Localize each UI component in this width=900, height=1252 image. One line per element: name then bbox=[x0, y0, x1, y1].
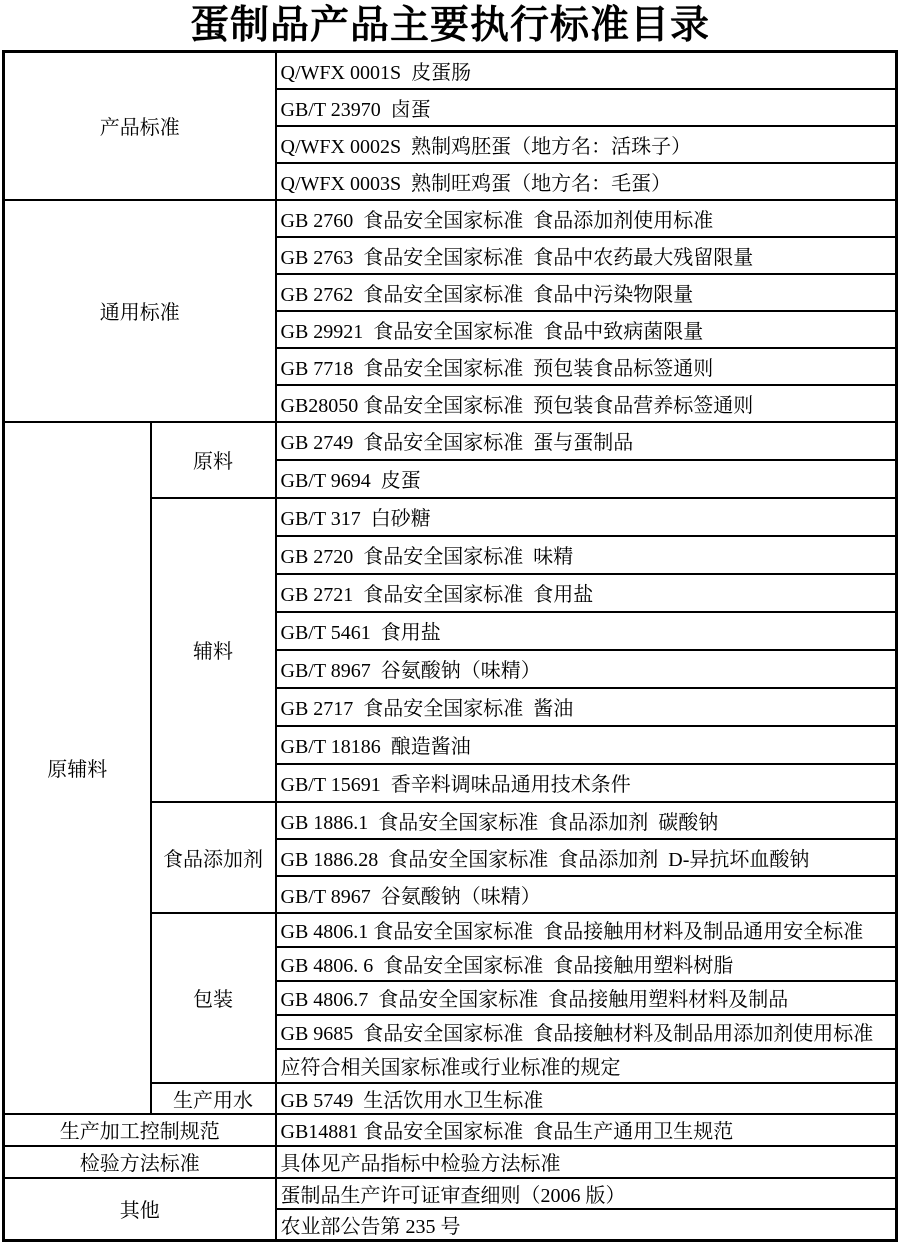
subsection-label-auxiliary-materials: 辅料 bbox=[151, 498, 276, 802]
standard-item: GB 29921 食品安全国家标准 食品中致病菌限量 bbox=[276, 311, 897, 348]
standard-item: GB/T 15691 香辛料调味品通用技术条件 bbox=[276, 764, 897, 802]
standard-item: GB 2760 食品安全国家标准 食品添加剂使用标准 bbox=[276, 200, 897, 237]
standard-item: Q/WFX 0003S 熟制旺鸡蛋（地方名：毛蛋） bbox=[276, 163, 897, 200]
standard-item: GB 2763 食品安全国家标准 食品中农药最大残留限量 bbox=[276, 237, 897, 274]
standard-item: GB/T 9694 皮蛋 bbox=[276, 460, 897, 498]
section-label-raw-and-auxiliary-materials: 原辅料 bbox=[4, 422, 151, 1114]
standard-item: GB 5749 生活饮用水卫生标准 bbox=[276, 1083, 897, 1114]
subsection-label-raw-materials: 原料 bbox=[151, 422, 276, 498]
standards-table bbox=[2, 50, 898, 1242]
standard-item: GB 2749 食品安全国家标准 蛋与蛋制品 bbox=[276, 422, 897, 460]
page-title: 蛋制品产品主要执行标准目录 bbox=[189, 4, 710, 47]
standard-item: 蛋制品生产许可证审查细则（2006 版） bbox=[276, 1178, 897, 1209]
standard-item: GB 2720 食品安全国家标准 味精 bbox=[276, 536, 897, 574]
standard-item: GB14881 食品安全国家标准 食品生产通用卫生规范 bbox=[276, 1114, 897, 1146]
standard-item: GB 4806.1 食品安全国家标准 食品接触用材料及制品通用安全标准 bbox=[276, 913, 897, 947]
standard-item: GB 9685 食品安全国家标准 食品接触材料及制品用添加剂使用标准 bbox=[276, 1015, 897, 1049]
section-label-other: 其他 bbox=[4, 1178, 276, 1241]
standard-item: GB/T 23970 卤蛋 bbox=[276, 89, 897, 126]
standard-item: GB 4806.7 食品安全国家标准 食品接触用塑料材料及制品 bbox=[276, 981, 897, 1015]
subsection-label-food-additives: 食品添加剂 bbox=[151, 802, 276, 913]
standard-item: GB 2717 食品安全国家标准 酱油 bbox=[276, 688, 897, 726]
standard-item: GB 7718 食品安全国家标准 预包装食品标签通则 bbox=[276, 348, 897, 385]
standard-item: Q/WFX 0001S 皮蛋肠 bbox=[276, 52, 897, 89]
standard-item: GB 2762 食品安全国家标准 食品中污染物限量 bbox=[276, 274, 897, 311]
standard-item: GB 4806. 6 食品安全国家标准 食品接触用塑料树脂 bbox=[276, 947, 897, 981]
section-label-general-standards: 通用标准 bbox=[4, 200, 276, 422]
subsection-label-production-water: 生产用水 bbox=[151, 1083, 276, 1114]
section-label-product-standards: 产品标准 bbox=[4, 52, 276, 200]
standard-item: GB 1886.28 食品安全国家标准 食品添加剂 D-异抗坏血酸钠 bbox=[276, 839, 897, 876]
standard-item: 农业部公告第 235 号 bbox=[276, 1209, 897, 1241]
standard-item: GB/T 18186 酿造酱油 bbox=[276, 726, 897, 764]
standard-item: GB/T 317 白砂糖 bbox=[276, 498, 897, 536]
standard-item: GB 2721 食品安全国家标准 食用盐 bbox=[276, 574, 897, 612]
section-label-production-process-control: 生产加工控制规范 bbox=[4, 1114, 276, 1146]
standard-item: GB/T 8967 谷氨酸钠（味精） bbox=[276, 650, 897, 688]
standard-item: GB28050 食品安全国家标准 预包装食品营养标签通则 bbox=[276, 385, 897, 422]
standard-item: GB/T 5461 食用盐 bbox=[276, 612, 897, 650]
standard-item: GB 1886.1 食品安全国家标准 食品添加剂 碳酸钠 bbox=[276, 802, 897, 839]
standard-item: Q/WFX 0002S 熟制鸡胚蛋（地方名：活珠子） bbox=[276, 126, 897, 163]
standard-item: GB/T 8967 谷氨酸钠（味精） bbox=[276, 876, 897, 913]
standard-item: 具体见产品指标中检验方法标准 bbox=[276, 1146, 897, 1178]
subsection-label-packaging: 包装 bbox=[151, 913, 276, 1083]
section-label-inspection-method-standards: 检验方法标准 bbox=[4, 1146, 276, 1178]
standard-item: 应符合相关国家标准或行业标准的规定 bbox=[276, 1049, 897, 1083]
